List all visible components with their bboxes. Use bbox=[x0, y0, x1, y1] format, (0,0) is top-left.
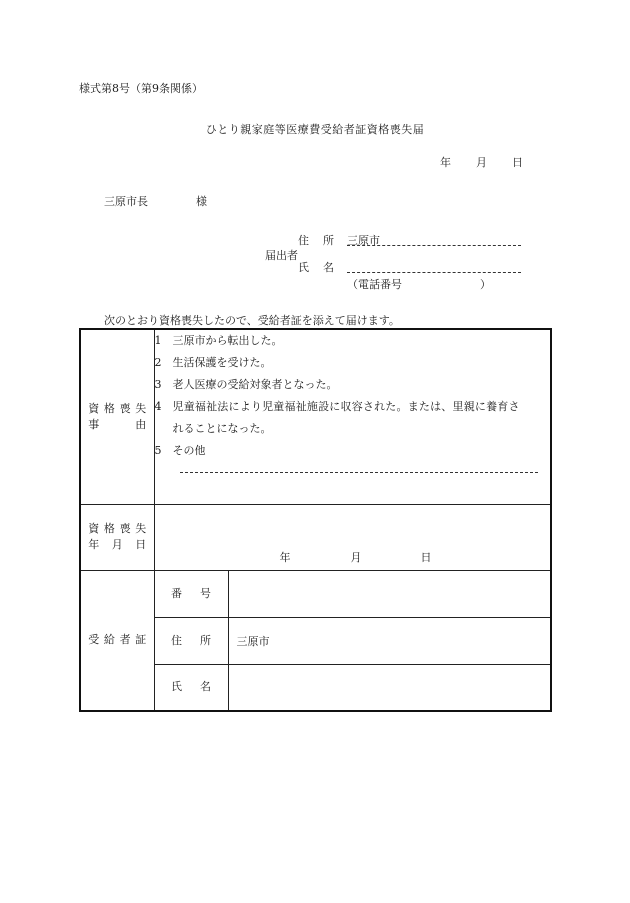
date-year: 年 bbox=[440, 156, 451, 169]
certificate-address-label: 住 所 bbox=[154, 617, 228, 664]
certificate-number-value bbox=[228, 570, 551, 617]
date-day: 日 bbox=[512, 156, 523, 169]
name-label-1: 氏 bbox=[298, 261, 309, 274]
loss-date-value bbox=[154, 504, 551, 570]
reason-item: 5 その他 bbox=[154, 444, 206, 457]
phone-close: ） bbox=[480, 278, 491, 291]
intro-text: 次のとおり資格喪失したので、受給者証を添えて届けます。 bbox=[104, 314, 400, 327]
loss-date-month: 月 bbox=[350, 550, 362, 564]
other-reason-line-wrap bbox=[155, 462, 551, 476]
name-label-2: 名 bbox=[323, 261, 334, 274]
loss-date-row bbox=[80, 504, 551, 570]
reason-label-line1: 資 格 喪 失 bbox=[88, 401, 147, 415]
reason-label bbox=[80, 329, 154, 504]
date-month: 月 bbox=[476, 156, 487, 169]
reason-item: 1 三原市から転出した。 bbox=[154, 334, 283, 347]
document-title: ひとり親家庭等医療費受給者証資格喪失届 bbox=[205, 123, 425, 136]
loss-date-label-line2: 年 月 日 bbox=[88, 538, 147, 551]
reason-item: 3 老人医療の受給対象者となった。 bbox=[154, 378, 338, 391]
address-value: 三原市 bbox=[347, 234, 380, 247]
reason-item: 2 生活保護を受けた。 bbox=[154, 356, 272, 369]
certificate-row-number bbox=[80, 570, 551, 617]
addressee-honorific: 様 bbox=[196, 195, 207, 208]
name-line bbox=[347, 272, 521, 273]
loss-date-day: 日 bbox=[420, 550, 432, 564]
loss-form-table bbox=[79, 328, 552, 712]
addressee-name: 三原市長 bbox=[104, 195, 148, 208]
loss-date-label bbox=[80, 504, 154, 570]
certificate-address-value: 三原市 bbox=[228, 617, 551, 664]
address-line bbox=[347, 245, 521, 246]
reason-row bbox=[80, 329, 551, 504]
certificate-name-label: 氏 名 bbox=[154, 664, 228, 711]
reason-item: 4 児童福祉法により児童福祉施設に収容された。または、里親に養育さ bbox=[154, 400, 520, 413]
address-label-1: 住 bbox=[298, 234, 309, 247]
reason-label-line2: 事 由 bbox=[88, 417, 147, 431]
phone-label: （電話番号 bbox=[347, 278, 402, 291]
loss-date-label-line1: 資 格 喪 失 bbox=[88, 522, 147, 535]
reason-item-continued: れることになった。 bbox=[172, 422, 272, 435]
reason-list bbox=[154, 329, 551, 504]
address-label-2: 所 bbox=[323, 234, 334, 247]
form-number: 様式第8号（第9条関係） bbox=[79, 82, 203, 95]
loss-date-year: 年 bbox=[279, 550, 291, 564]
certificate-name-value bbox=[228, 664, 551, 711]
applicant-label: 届出者 bbox=[265, 249, 298, 262]
other-reason-line bbox=[180, 472, 539, 473]
certificate-label: 受 給 者 証 bbox=[80, 570, 154, 711]
certificate-number-label: 番 号 bbox=[154, 570, 228, 617]
